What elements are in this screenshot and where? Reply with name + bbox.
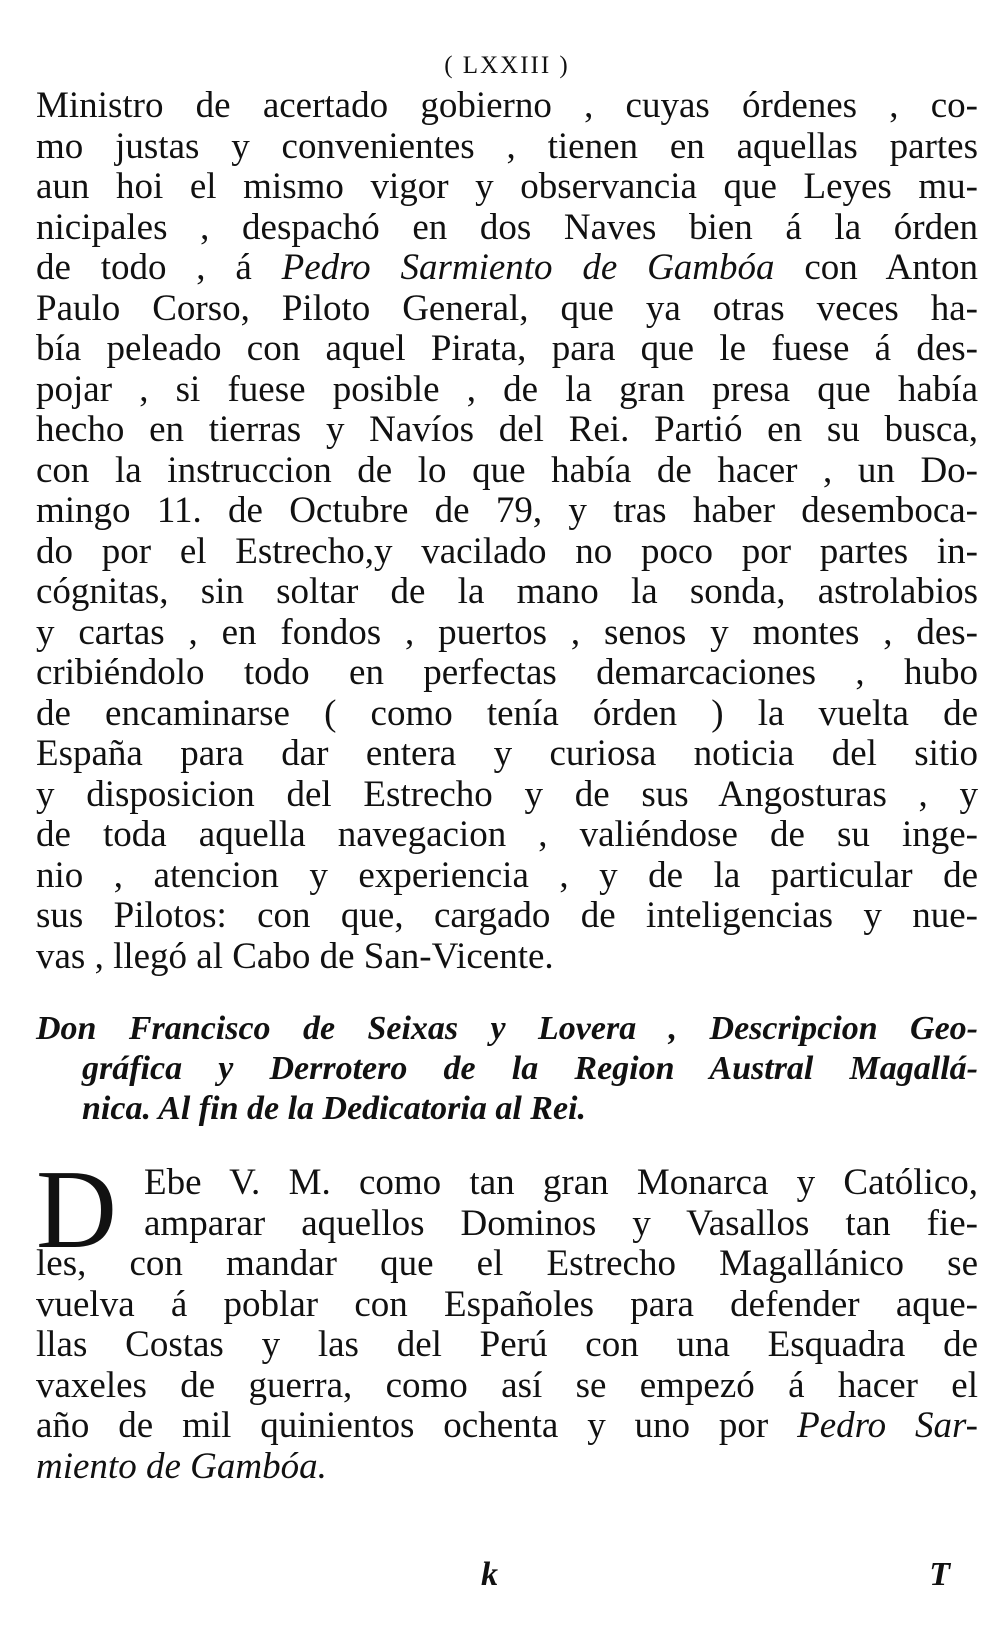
italic-name: Pedro Sarmiento de Gambóa [281,247,775,288]
text-line: sus Pilotos: con que, cargado de inteligencias y nue- [36,895,978,936]
text-line: hecho en tierras y Navíos del Rei. Partió en su busca, [36,409,978,450]
body-paragraph-2 [36,1148,978,1487]
citation-block [36,1009,978,1129]
italic-name: miento de Gambóa. [36,1445,327,1487]
signature-mark: k [481,1556,498,1593]
page-header: ( LXXIII ) [444,52,570,79]
text-line: Ministro de acertado gobierno , cuyas órdenes , co- [36,85,978,126]
text-line: vas , llegó al Cabo de San-Vicente. [36,935,554,977]
text-line: mo justas y convenientes , tienen en aquellas partes [36,125,978,167]
text-line: aun hoi el mismo vigor y observancia que Leyes mu- [36,166,978,207]
text-line: de encaminarse ( como tenía órden ) la vuelta de [36,692,978,734]
text-line: Paulo Corso, Piloto General, que ya otras veces ha- [36,287,978,329]
text-line: con la instruccion de lo que había de hacer , un Do- [36,449,978,491]
text-line [36,248,978,289]
text-line: bía peleado con aquel Pirata, para que le fuese á des- [36,328,978,369]
text-line: España para dar entera y curiosa noticia del sitio [36,733,978,774]
text-line: y disposicion del Estrecho y de sus Angosturas , y [36,773,978,815]
text-line: nio , atencion y experiencia , y de la particular de [36,854,978,896]
text-line: nica. Al fin de la Dedicatoria al Rei. [82,1090,586,1127]
text-segment: de todo , á [36,247,282,288]
text-line: llas Costas y las del Perú con una Esquadra de [36,1324,978,1365]
text-line: mingo 11. de Octubre de 79, y tras haber desemboca- [36,490,978,531]
text-line: do por el Estrecho,y vacilado no poco por partes in- [36,530,978,572]
document-page [36,46,978,1487]
drop-cap-letter: D [36,1148,117,1272]
text-line: Ebe V. M. como tan gran Monarca y Católico, [144,1162,978,1203]
text-line: de toda aquella navegacion , valiéndose de su inge- [36,814,978,855]
text-line: gráfica y Derrotero de la Region Austral Magallá- [82,1050,978,1087]
page-footer [36,1556,956,1600]
italic-name: Pedro Sar- [797,1405,978,1446]
body-paragraph-1 [36,86,978,977]
text-line: vuelva á poblar con Españoles para defender aque- [36,1283,978,1325]
text-line [36,1406,978,1447]
text-line: cógnitas, sin soltar de la mano la sonda, astrolabios [36,571,978,612]
text-line: y cartas , en fondos , puertos , senos y montes , des- [36,611,978,653]
text-line: amparar aquellos Dominos y Vasallos tan fie- [144,1202,978,1244]
text-segment: año de mil quinientos ochenta y uno por [36,1405,798,1446]
catchword: T [929,1556,950,1593]
text-line: les, con mandar que el Estrecho Magallánico se [36,1243,978,1284]
text-segment: con Anton [774,247,979,288]
text-line: nicipales , despachó en dos Naves bien á la órden [36,206,978,248]
text-line [36,1447,978,1488]
text-line: pojar , si fuese posible , de la gran presa que había [36,368,978,410]
text-line: Don Francisco de Seixas y Lovera , Descripcion Geo- [36,1010,978,1047]
text-line: cribiéndolo todo en perfectas demarcaciones , hubo [36,652,978,693]
text-line: vaxeles de guerra, como así se empezó á hacer el [36,1364,978,1406]
